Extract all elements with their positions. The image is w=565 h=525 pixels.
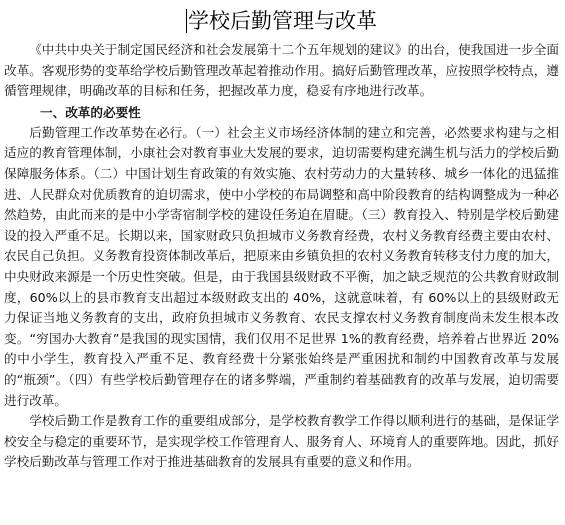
body-paragraph: 学校后勤工作是教育工作的重要组成部分，是学校教育教学工作得以顺利进行的基础，是保证学校安全与稳定的重要环节，是实现学校工作管理育人、服务育人、环境育人的重要阵地。因此，抓好学校后勤改革与管理工作对于推进基础教育的发展具有重要的意义和作用。 (4, 413, 559, 470)
text-cursor (186, 9, 187, 33)
document-title: 学校后勤管理与改革 (188, 9, 377, 33)
intro-paragraph: 《中共中央关于制定国民经济和社会发展第十二个五年规划的建议》的出台，使我国进一步全面改革。客观形势的变革给学校后勤管理改革起着推动作用。搞好后勤管理改革，应按照学校特点，遵循管理规律，明确改革的目标和任务，把握改革力度，稳妥有序地进行改革。 (4, 42, 559, 99)
section-heading: 一、改革的必要性 (40, 104, 141, 120)
title-row (4, 4, 559, 38)
body-paragraph: 后勤管理工作改革势在必行。（一）社会主义市场经济体制的建立和完善，必然要求构建与之相适应的教育管理体制，小康社会对教育事业大发展的要求，迫切需要构建充满生机与活力的学校后勤保障服务体系。（二）中国计划生育政策的有效实施、农村劳动力的大量转移、城乡一体化的迅猛推进、人民群众对优质教育的迫切需求，使中小学校的布局调整和高中阶段教育的结构调整成为一种必然趋势，由此而来的是中小学寄宿制学校的建设任务迫在眉睫。（三）教育投入、特别是学校后勤建设的投入严重不足。长期以来，国家财政只负担城市义务教育经费，农村义务教育经费主要由农村、农民自己负担。义务教育投资体制改革后，把原来由乡镇负担的农村义务教育转移支付力度的加大，中央财政来源是一个历史性突破。但是，由于我国县级财政不平衡，加之缺乏规范的公共教育财政制度，60%以上的县市教育支出超过本级财政支出的 40%，这就意味着，有 60%以上的县级财政无力保证当地义务教育的支出，政府负担城市义务教育、农民支撑农村义务教育制度尚未发生根本改变。“穷国办大教育”是我国的现实国情，我们仅用不足世界 1%的教育经费，培养着占世界近 20%的中小学生，教育投入严重不足、教育经费十分紧张始终是严重困扰和制约中国教育改革与发展的“瓶颈”。（四）有些学校后勤管理存在的诸多弊端，严重制约着基础教育的改革与发展，迫切需要进行改革。 (4, 124, 559, 408)
